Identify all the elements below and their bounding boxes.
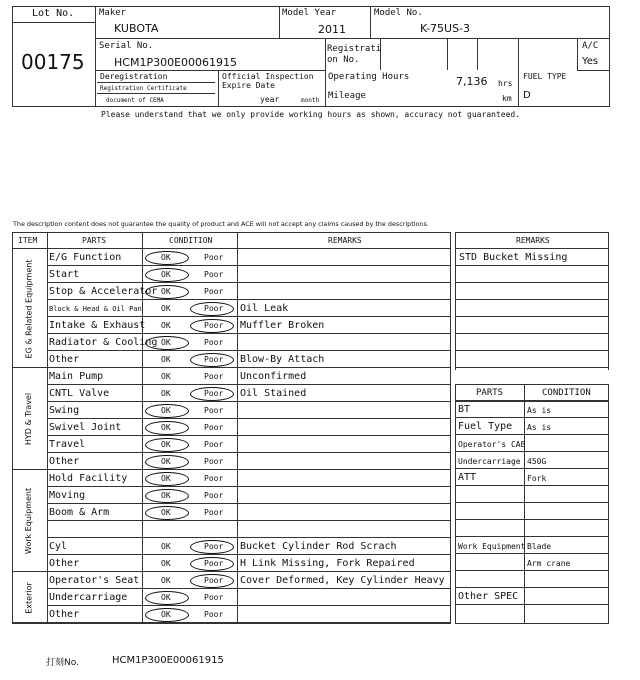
right-part-name: Work Equipment	[458, 542, 526, 551]
condition-ok: OK	[161, 508, 171, 517]
part-name: Operator's Seat	[49, 575, 140, 586]
condition-circle	[190, 319, 234, 333]
condition-circle	[145, 506, 189, 520]
condition-poor: Poor	[204, 355, 224, 364]
right-remark-line: STD Bucket Missing	[459, 252, 568, 263]
model-no-label: Model No.	[374, 8, 423, 18]
condition-poor: Poor	[204, 508, 224, 517]
condition-circle	[145, 489, 189, 503]
remark-text: Muffler Broken	[240, 320, 325, 331]
condition-poor: Poor	[204, 610, 224, 619]
part-name: Cyl	[49, 541, 68, 552]
cema-label: document of CEMA	[106, 97, 164, 104]
condition-ok: OK	[161, 253, 171, 262]
condition-ok: OK	[161, 440, 171, 449]
remark-text: Bucket Cylinder Rod Scrach	[240, 541, 397, 552]
lot-label: Lot No.	[32, 8, 75, 19]
km-label: km	[502, 94, 512, 103]
col-parts: PARTS	[82, 236, 107, 245]
condition-circle	[145, 268, 189, 282]
remark-text: Oil Leak	[240, 303, 289, 314]
registration-cert-label: Registration Certificate	[100, 85, 187, 92]
condition-circle	[145, 421, 189, 435]
condition-poor: Poor	[204, 593, 224, 602]
condition-poor: Poor	[204, 304, 224, 313]
description-notice: The description content does not guarantee the quality of product and ACE will not accept any claims caused by the descriptions.	[13, 220, 429, 228]
right-part-name: BT	[458, 404, 471, 415]
condition-circle	[145, 455, 189, 469]
condition-ok: OK	[161, 372, 171, 381]
condition-ok: OK	[161, 457, 171, 466]
condition-poor: Poor	[204, 559, 224, 568]
expire-date-label: Expire Date	[222, 81, 275, 90]
condition-poor: Poor	[204, 440, 224, 449]
footer-serial: HCM1P300E00061915	[112, 655, 224, 666]
condition-circle	[190, 302, 234, 316]
part-name: Undercarriage	[49, 592, 128, 603]
part-name: Block & Head & Oil Pan	[49, 305, 142, 313]
right-part-condition: Blade	[527, 542, 552, 551]
fuel-type-label: FUEL TYPE	[523, 72, 567, 81]
col-item: ITEM	[18, 236, 38, 245]
condition-poor: Poor	[204, 457, 224, 466]
condition-ok: OK	[161, 559, 171, 568]
part-name: Travel	[49, 439, 86, 450]
condition-circle	[190, 353, 234, 367]
month-label: month	[301, 97, 320, 104]
col-condition: CONDITION	[169, 236, 213, 245]
model-year-value: 2011	[318, 23, 346, 36]
maker-label: Maker	[99, 8, 127, 18]
fuel-type-value: D	[523, 90, 531, 101]
condition-poor: Poor	[204, 491, 224, 500]
model-no-value: K-75US-3	[420, 22, 471, 35]
right-part-name: Fuel Type	[458, 421, 513, 432]
part-name: Other	[49, 456, 80, 467]
condition-circle	[145, 251, 189, 265]
remark-text: Oil Stained	[240, 388, 307, 399]
mileage-label: Mileage	[328, 91, 366, 101]
condition-poor: Poor	[204, 253, 224, 262]
condition-circle	[145, 608, 189, 622]
part-name: Intake & Exhaust	[49, 320, 146, 331]
right-col-condition: CONDITION	[542, 388, 591, 398]
condition-poor: Poor	[204, 372, 224, 381]
part-name: Radiator & Cooling	[49, 337, 158, 348]
footer-label: 打刻No.	[46, 658, 79, 668]
condition-ok: OK	[161, 542, 171, 551]
condition-ok: OK	[161, 389, 171, 398]
condition-circle	[190, 557, 234, 571]
right-part-name: Operator's CAB	[458, 440, 526, 449]
condition-ok: OK	[161, 610, 171, 619]
condition-ok: OK	[161, 474, 171, 483]
part-name: Swivel Joint	[49, 422, 122, 433]
part-name: Boom & Arm	[49, 507, 110, 518]
condition-ok: OK	[161, 321, 171, 330]
part-name: Start	[49, 269, 80, 280]
remark-text: Cover Deformed, Key Cylinder Heavy	[240, 575, 445, 586]
condition-circle	[190, 574, 234, 588]
condition-ok: OK	[161, 593, 171, 602]
condition-ok: OK	[161, 423, 171, 432]
condition-circle	[190, 540, 234, 554]
group-label: HYD & Travel	[24, 392, 33, 446]
right-part-condition: Fork	[527, 474, 547, 483]
condition-ok: OK	[161, 576, 171, 585]
condition-poor: Poor	[204, 406, 224, 415]
model-year-label: Model Year	[282, 8, 337, 18]
right-part-name: Undercarriage	[458, 457, 521, 466]
hours-notice: Please understand that we only provide working hours as shown, accuracy not guaranteed.	[101, 110, 521, 119]
lot-number: 00175	[21, 50, 85, 74]
part-name: Swing	[49, 405, 80, 416]
condition-poor: Poor	[204, 423, 224, 432]
condition-poor: Poor	[204, 474, 224, 483]
condition-circle	[145, 438, 189, 452]
condition-poor: Poor	[204, 270, 224, 279]
part-name: Other	[49, 609, 80, 620]
condition-ok: OK	[161, 338, 171, 347]
part-name: Other	[49, 354, 80, 365]
serial-value: HCM1P300E00061915	[114, 56, 238, 69]
registration-label: Registrati on No.	[327, 44, 382, 65]
operating-hours-label: Operating Hours	[328, 72, 410, 82]
group-label: Work Equipment	[24, 487, 33, 555]
condition-ok: OK	[161, 270, 171, 279]
ac-value: Yes	[582, 56, 599, 67]
right-part-condition: As is	[527, 406, 552, 415]
group-label: EG & Related Equipment	[24, 259, 33, 358]
condition-poor: Poor	[204, 576, 224, 585]
part-name: Stop & Accelerator	[49, 286, 158, 297]
condition-ok: OK	[161, 406, 171, 415]
part-name: CNTL Valve	[49, 388, 110, 399]
right-part-condition: 450G	[527, 457, 547, 466]
condition-poor: Poor	[204, 338, 224, 347]
hrs-label: hrs	[498, 79, 513, 88]
group-label: Exterior	[24, 581, 33, 614]
condition-ok: OK	[161, 491, 171, 500]
condition-circle	[145, 591, 189, 605]
ac-label: A/C	[582, 41, 599, 51]
condition-circle	[145, 404, 189, 418]
right-part-condition: Arm crane	[527, 559, 571, 568]
condition-ok: OK	[161, 287, 171, 296]
right-part-condition: As is	[527, 423, 552, 432]
condition-ok: OK	[161, 355, 171, 364]
part-name: Moving	[49, 490, 86, 501]
remark-text: H Link Missing, Fork Repaired	[240, 558, 415, 569]
condition-poor: Poor	[204, 542, 224, 551]
condition-poor: Poor	[204, 389, 224, 398]
condition-circle	[145, 336, 189, 350]
condition-circle	[145, 472, 189, 486]
operating-hours-value: 7,136	[456, 75, 488, 88]
official-inspection-label: Official Inspection	[222, 72, 314, 81]
condition-ok: OK	[161, 304, 171, 313]
condition-circle	[145, 285, 189, 299]
part-name: Hold Facility	[49, 473, 128, 484]
deregistration-label: Deregistration	[100, 72, 168, 81]
serial-label: Serial No.	[99, 41, 154, 51]
condition-poor: Poor	[204, 321, 224, 330]
maker-value: KUBOTA	[114, 22, 159, 35]
right-part-name: Other SPEC	[458, 591, 519, 602]
part-name: E/G Function	[49, 252, 122, 263]
remark-text: Unconfirmed	[240, 371, 307, 382]
right-col-parts: PARTS	[476, 388, 504, 398]
part-name: Main Pump	[49, 371, 104, 382]
condition-poor: Poor	[204, 287, 224, 296]
col-remarks: REMARKS	[328, 236, 362, 245]
right-part-name: ATT	[458, 472, 477, 483]
remark-text: Blow-By Attach	[240, 354, 325, 365]
part-name: Other	[49, 558, 80, 569]
year-label: year	[260, 95, 280, 104]
condition-circle	[190, 387, 234, 401]
right-remarks-header: REMARKS	[516, 236, 550, 245]
